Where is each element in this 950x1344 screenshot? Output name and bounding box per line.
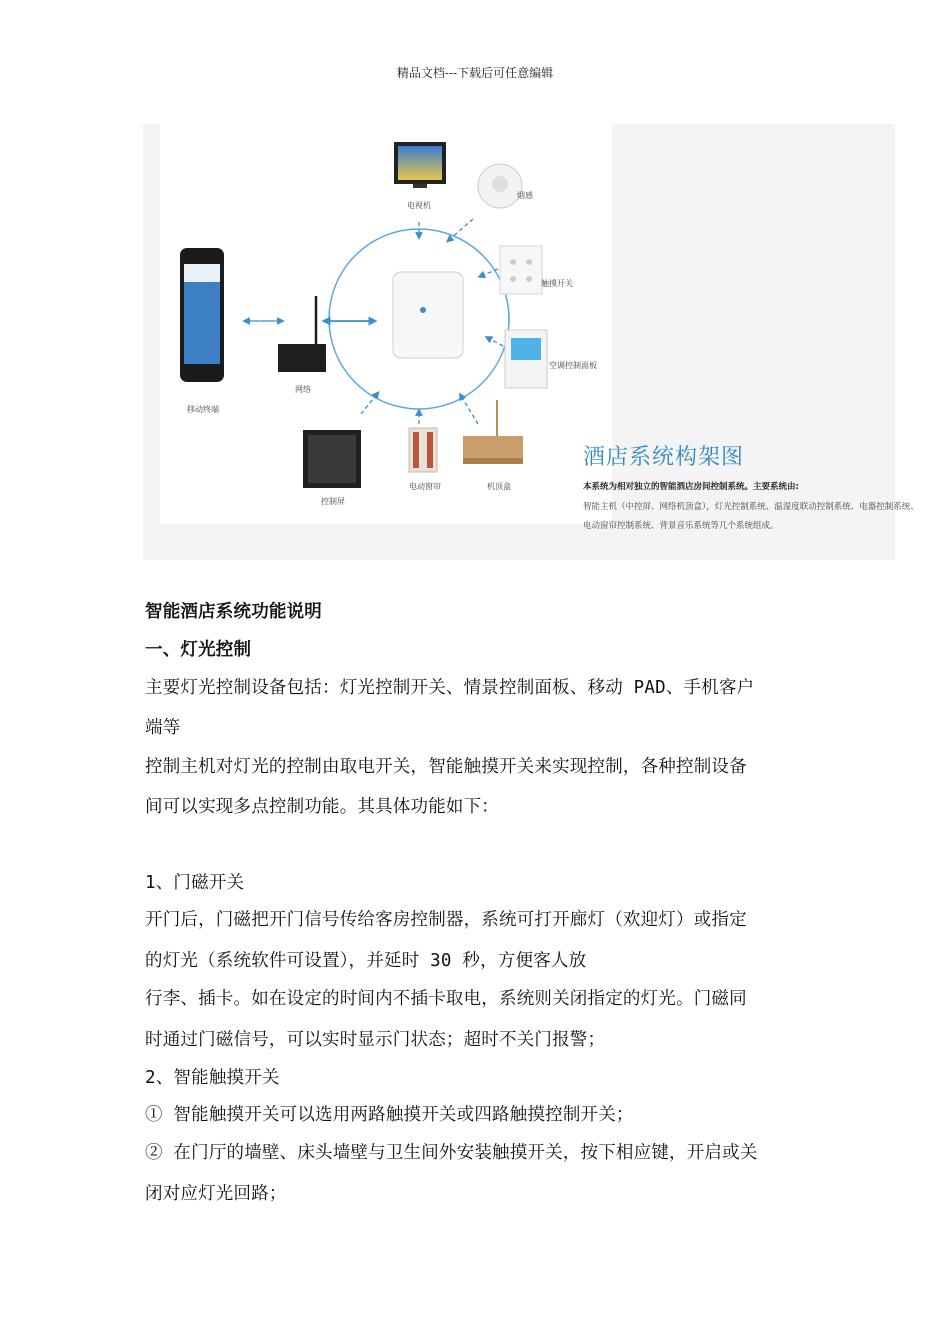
smart-host-device xyxy=(393,272,463,358)
figure-title: 酒店系统构架图 xyxy=(583,445,745,470)
paragraph-line: 时通过门磁信号，可以实时显示门状态；超时不关门报警； xyxy=(145,1030,606,1050)
touch-switch-icon xyxy=(500,246,542,294)
paragraph-line: 的灯光（系统软件可设置），并延时 30 秒，方便客人放 xyxy=(145,951,587,971)
curtain-label: 电动窗帘 xyxy=(409,482,441,491)
section-title: 智能酒店系统功能说明 xyxy=(145,602,322,622)
touch-switch-label: 触摸开关 xyxy=(541,279,573,288)
paragraph-line: 行李、插卡。如在设定的时间内不插卡取电，系统则关闭指定的灯光。门磁同 xyxy=(145,989,747,1009)
settop-label: 机顶盒 xyxy=(487,482,511,491)
paragraph-line: 闭对应灯光回路； xyxy=(145,1184,287,1204)
mobile-label: 移动终端 xyxy=(187,405,219,414)
tv-label: 电视机 xyxy=(407,201,431,210)
control-screen-label: 控制屏 xyxy=(321,497,345,506)
system-architecture-figure xyxy=(143,124,919,560)
paragraph-line: 间可以实现多点控制功能。其具体功能如下： xyxy=(145,797,499,817)
paragraph-line: 主要灯光控制设备包括：灯光控制开关、情景控制面板、移动 PAD、手机客户 xyxy=(145,678,755,698)
figure-desc-line-2: 智能主机（中控屏、网络机顶盒），灯光控制系统、温湿度联动控制系统、电器控制系统、 xyxy=(583,502,919,512)
ac-panel-label: 空调控制面板 xyxy=(549,361,597,370)
subheading-door-switch: 1、门磁开关 xyxy=(145,873,245,893)
paragraph-line: 开门后，门磁把开门信号传给客房控制器，系统可打开廊灯（欢迎灯）或指定 xyxy=(145,910,747,930)
list-item: ① 智能触摸开关可以选用两路触摸开关或四路触摸控制开关； xyxy=(145,1105,634,1125)
network-label: 网络 xyxy=(295,385,311,394)
smoke-label: 烟感 xyxy=(517,191,533,200)
heading-lighting-control: 一、灯光控制 xyxy=(145,640,252,660)
page-header: 精品文档---下载后可任意编辑 xyxy=(396,66,554,80)
subheading-touch-switch: 2、智能触摸开关 xyxy=(145,1068,280,1088)
figure-desc-line-3: 电动窗帘控制系统、背景音乐系统等几个系统组成。 xyxy=(583,521,779,531)
paragraph-line: 控制主机对灯光的控制由取电开关，智能触摸开关来实现控制，各种控制设备 xyxy=(145,757,747,777)
router-icon xyxy=(278,344,326,372)
paragraph-line: 端等 xyxy=(145,718,181,738)
list-item: ② 在门厅的墙壁、床头墙壁与卫生间外安装触摸开关，按下相应键，开启或关 xyxy=(145,1143,758,1163)
figure-desc-line-1: 本系统为相对独立的智能酒店房间控制系统。主要系统由: xyxy=(583,482,799,492)
